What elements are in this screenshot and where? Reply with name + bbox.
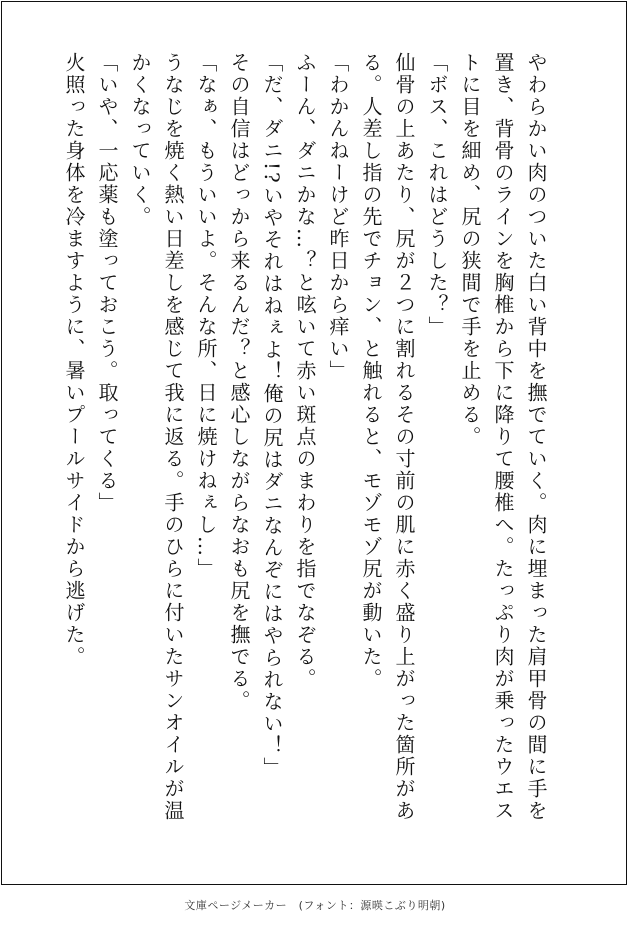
- paragraph-1: やわらかい肉のついた白い背中を撫でていく。肉に埋まった肩甲骨の間に手を置き、背骨のラインを胸椎から下に降りて腰椎へ。たっぷり肉が乗ったウエストに目を細め、尻の狭間で手を止める。: [458, 52, 548, 822]
- paragraph-10: 「いや、一応薬も塗っておこう。取ってくる」: [95, 52, 119, 514]
- paragraph-7: その自信はどっから来るんだ？と感心しながらなおも尻を撫でる。: [227, 52, 251, 712]
- footer-caption: 文庫ページメーカー (フォント：源暎こぶり明朝): [184, 899, 446, 912]
- paragraph-5: ふーん、ダニかな…？と呟いて赤い斑点のまわりを指でなぞる。: [293, 52, 317, 690]
- paragraph-8: 「なぁ、もういいよ。そんな所、日に焼けねぇし…」: [194, 52, 218, 580]
- paragraph-2: 「ボス、これはどうした？」: [425, 52, 449, 338]
- paragraph-3: 仙骨の上あたり、尻が２つに割れるその寸前の肌に赤く盛り上がった箇所がある。人差し指の先でチョン、と触れると、モゾモゾ尻が動いた。: [359, 52, 416, 822]
- paragraph-4: 「わかんねーけど昨日から痒い」: [326, 52, 350, 382]
- paragraph-6: 「だ、ダニ!?いやそれはねぇよ！俺の尻はダニなんぞにはやられない！」: [260, 52, 284, 779]
- paragraph-11: 火照った身体を冷ますように、暑いプールサイドから逃げた。: [62, 52, 86, 668]
- page-frame: [1, 1, 627, 885]
- vertical-text-body: [57, 52, 552, 832]
- paragraph-9: うなじを焼く熱い日差しを感じて我に返る。手のひらに付いたサンオイルが温かくなっていく。: [128, 52, 185, 822]
